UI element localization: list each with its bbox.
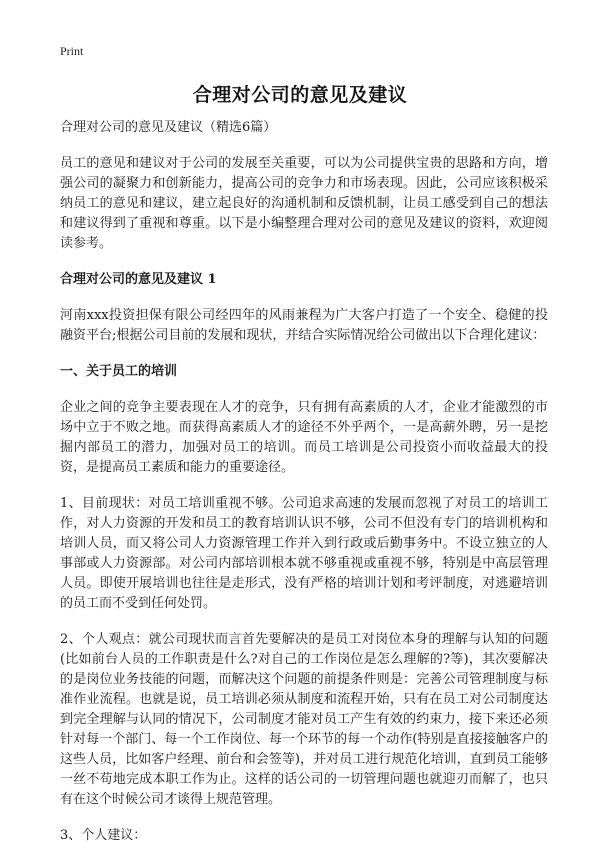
point2-paragraph: 2、个人观点：就公司现状而言首先要解决的是员工对岗位本身的理解与认知的问题(比如前台人员的工作职责是什么?对自己的工作岗位是怎么理解的?等)，其次要解决的是岗位业务技能的问题，而解决这个问题的前提条件则是：完善公司管理制度与标准作业流程。也就是说，员工培训必须从制度和流程开始，只有在员工对公司制度达到完全理解与认同的情况下，公司制度才能对员工产生有效的约束力，接下来还必须针对每一个部门、每一个工作岗位、每一个环节的每一个动作(特别是直接接触客户的这些人员，比如客户经理、前台和会签等)，并对员工进行规范化培训，直到员工能够一丝不苟地完成本职工作为止。这样的话公司的一切管理问题也就迎刃而解了，也只有在这个时候公司才谈得上规范管理。 <box>60 632 548 807</box>
document-subtitle: 合理对公司的意见及建议（精选6篇） <box>60 120 277 135</box>
sub-heading: 一、关于员工的培训 <box>60 364 178 379</box>
print-link[interactable]: Print <box>60 44 84 58</box>
intro-paragraph: 员工的意见和建议对于公司的发展至关重要，可以为公司提供宝贵的思路和方向，增强公司的凝聚力和创新能力，提高公司的竞争力和市场表现。因此，公司应该积极采纳员工的意见和建议，建立起良好的沟通机制和反馈机制，让员工感受到自己的想法和建议得到了重视和尊重。以下是小编整理合理对公司的意见及建议的资料，欢迎阅读参考。 <box>60 156 548 251</box>
point3-paragraph: 3、个人建议： <box>60 828 147 843</box>
competition-paragraph: 企业之间的竞争主要表现在人才的竞争，只有拥有高素质的人才，企业才能激烈的市场中立于不败之地。而获得高素质人才的途径不外乎两个，一是高薪外聘，另一是挖掘内部员工的潜力，加强对员工的培训。而员工培训是公司投资小而收益最大的投资，是提高员工素质和能力的重要途径。 <box>60 400 548 475</box>
section-heading: 合理对公司的意见及建议 1 <box>60 272 217 287</box>
point1-paragraph: 1、目前现状：对员工培训重视不够。公司追求高速的发展而忽视了对员工的培训工作，对人力资源的开发和员工的教育培训认识不够，公司不但没有专门的培训机构和培训人员，而又将公司人力资源管理工作并入到行政或后勤事务中。不设立独立的人事部或人力资源部。对公司内部培训根本就不够重视或重视不够，特别是中高层管理人员。即使开展培训也往往是走形式，没有严格的培训计划和考评制度，对逃避培训的员工而不受到任何处罚。 <box>60 496 548 611</box>
section-intro-paragraph: 河南xxx投资担保有限公司经四年的风雨兼程为广大客户打造了一个安全、稳健的投融资平台;根据公司目前的发展和现状，并结合实际情况给公司做出以下合理化建议： <box>60 308 548 343</box>
page-title: 合理对公司的意见及建议 <box>192 84 408 106</box>
document-body <box>60 118 548 862</box>
